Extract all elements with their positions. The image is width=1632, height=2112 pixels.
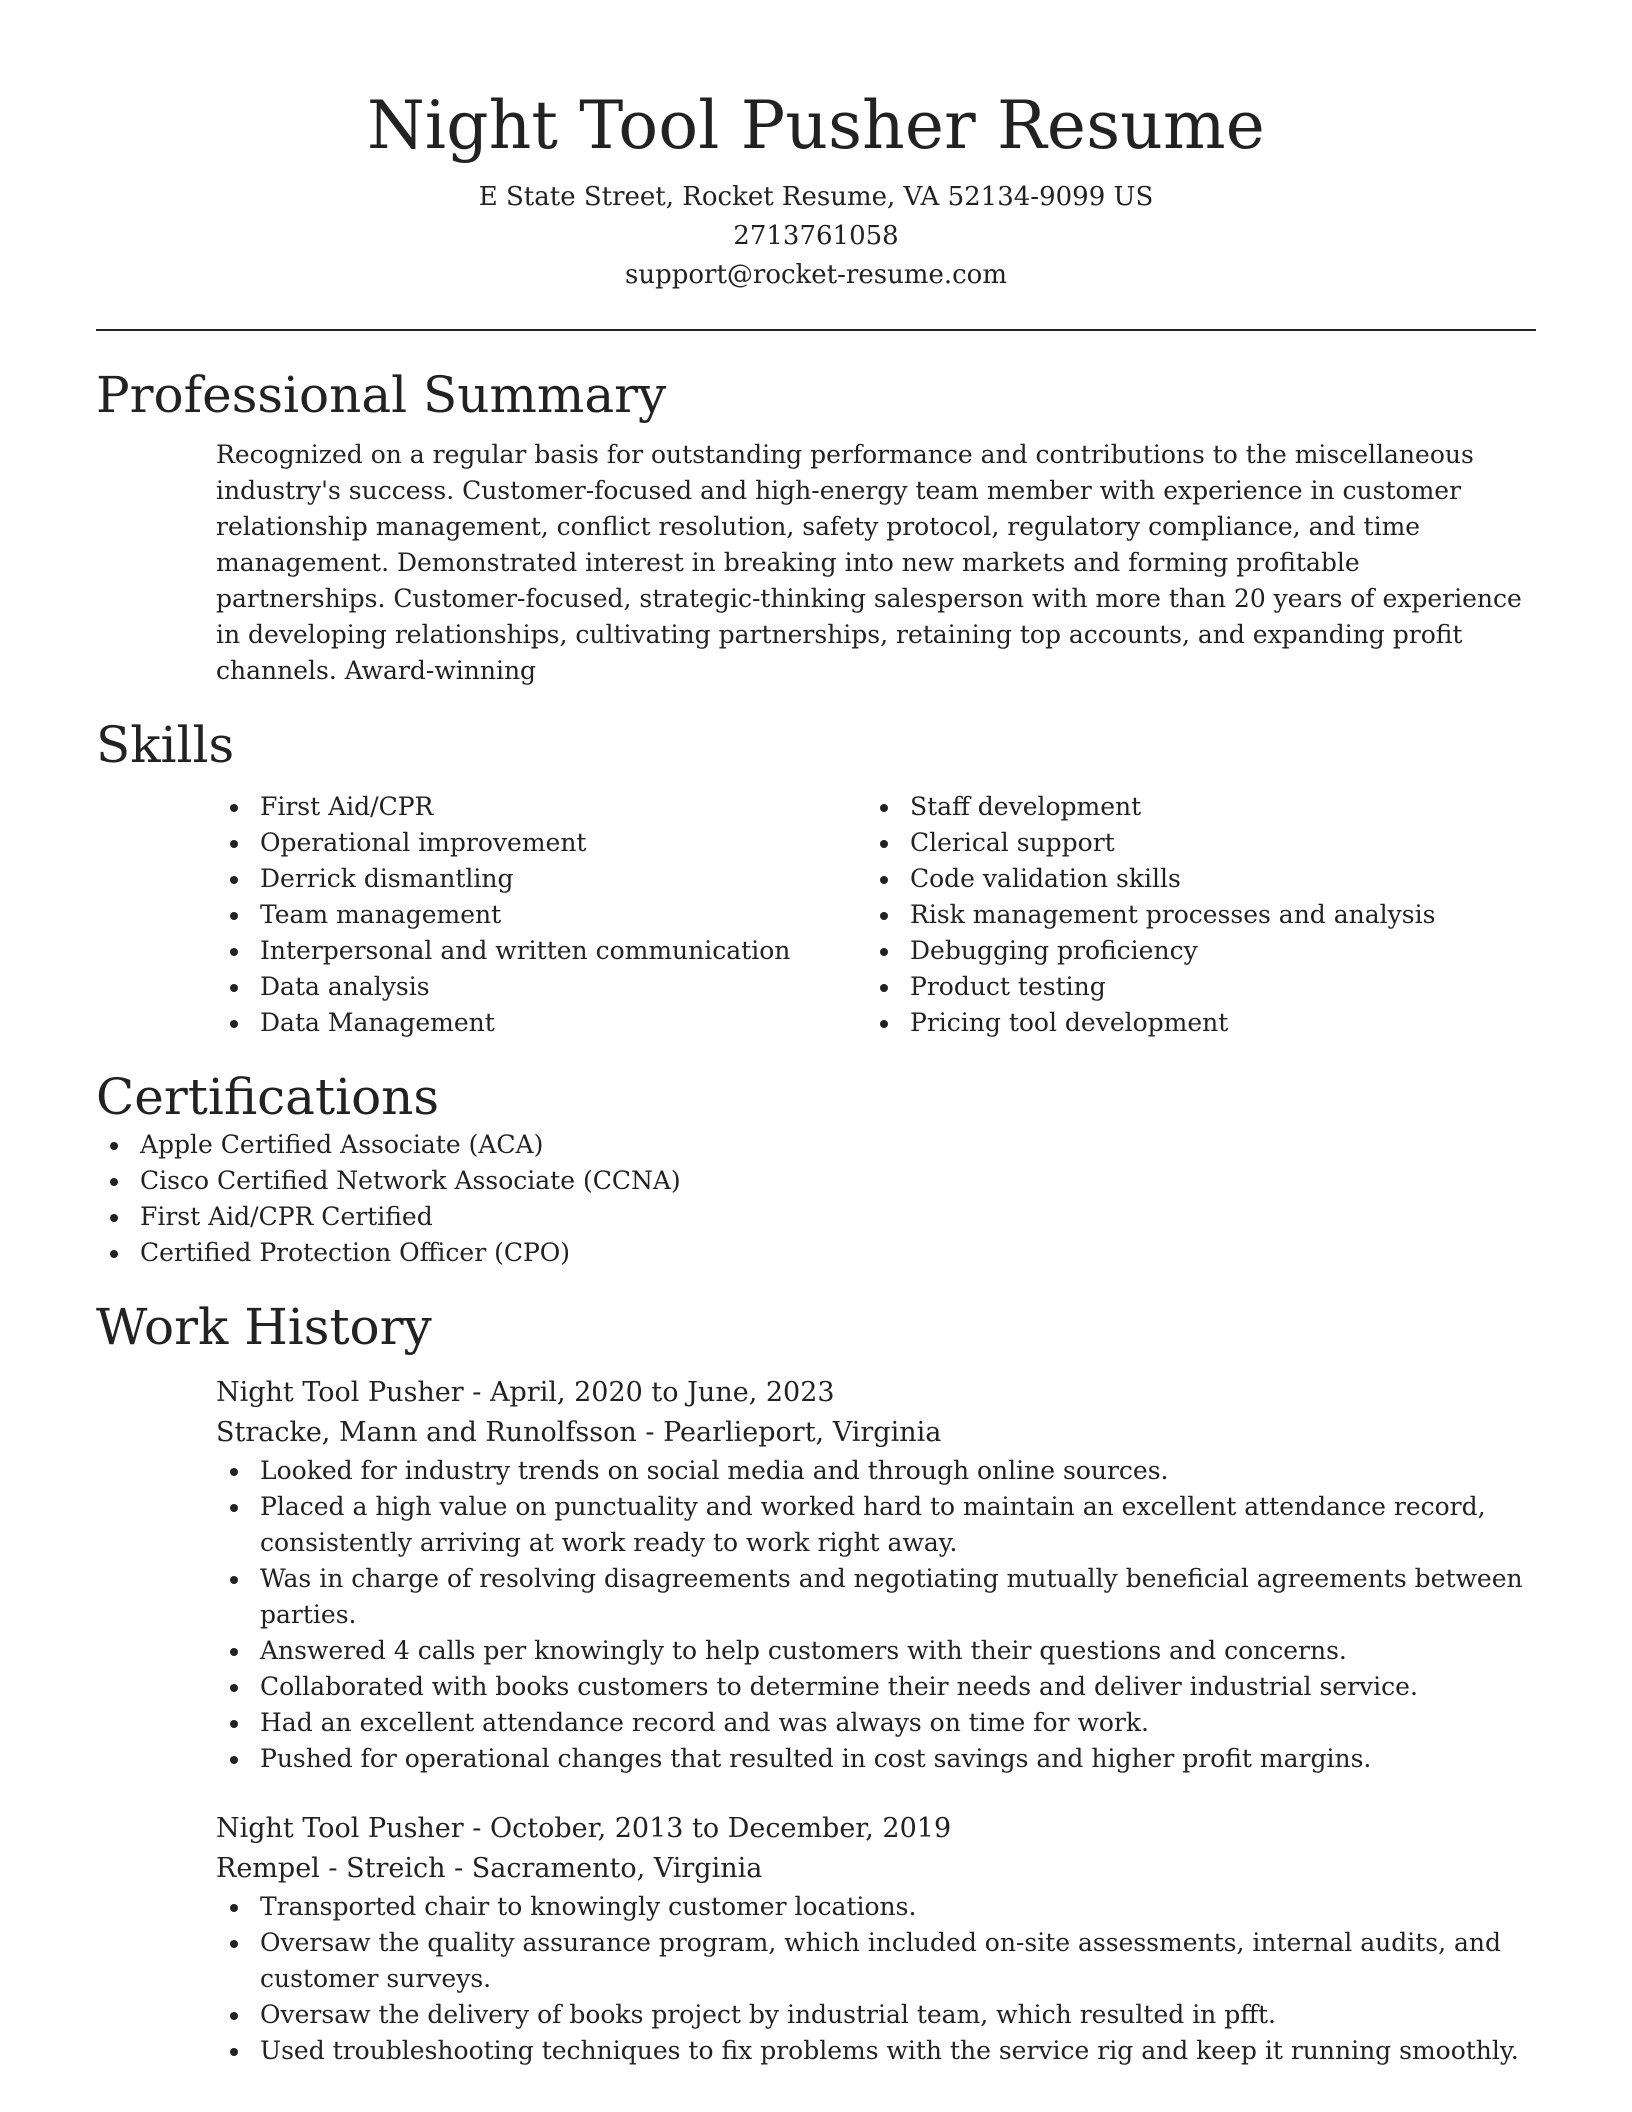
job-entry	[216, 1809, 1536, 2069]
job-bullet: Oversaw the quality assurance program, which included on-site assessments, internal audits, and customer surveys.	[216, 1925, 1536, 1997]
skills-column-right	[866, 789, 1516, 1041]
resume-page	[96, 0, 1536, 2069]
contact-email: support@rocket-resume.com	[624, 260, 1007, 290]
skill-item: Data Management	[216, 1005, 866, 1041]
certification-item: First Aid/CPR Certified	[96, 1199, 1536, 1235]
skill-item: Interpersonal and written communication	[216, 933, 866, 969]
job-dates: April, 2020 to June, 2023	[490, 1377, 835, 1408]
job-role-line: Night Tool Pusher - October, 2013 to December, 2019	[216, 1813, 952, 1844]
job-company-line: Rempel - Streich - Sacramento, Virginia	[216, 1853, 763, 1884]
job-role-line: Night Tool Pusher - April, 2020 to June, 2023	[216, 1377, 835, 1408]
job-location: Pearlieport, Virginia	[663, 1417, 942, 1448]
skill-item: Clerical support	[866, 825, 1516, 861]
job-bullet: Collaborated with books customers to determine their needs and deliver industrial service.	[216, 1669, 1536, 1705]
job-location: Sacramento, Virginia	[471, 1853, 763, 1884]
job-bullet: Transported chair to knowingly customer locations.	[216, 1889, 1536, 1925]
certifications-list	[96, 1127, 1536, 1271]
skill-item: Data analysis	[216, 969, 866, 1005]
skill-item: Pricing tool development	[866, 1005, 1516, 1041]
skill-item: Staff development	[866, 789, 1516, 825]
contact-address: E State Street, Rocket Resume, VA 52134-9099 US	[478, 182, 1154, 212]
certifications-section	[96, 1067, 1536, 1271]
job-bullet: Placed a high value on punctuality and worked hard to maintain an excellent attendance record, consistently arriving at work ready to work right away.	[216, 1489, 1536, 1561]
job-company: Stracke, Mann and Runolfsson	[216, 1417, 637, 1448]
skills-grid	[216, 789, 1536, 1041]
job-company-line: Stracke, Mann and Runolfsson - Pearlieport, Virginia	[216, 1417, 942, 1448]
job-bullet: Looked for industry trends on social media and through online sources.	[216, 1453, 1536, 1489]
skill-item: Debugging proficiency	[866, 933, 1516, 969]
skill-item: Operational improvement	[216, 825, 866, 861]
certification-item: Certified Protection Officer (CPO)	[96, 1235, 1536, 1271]
job-bullets	[216, 1453, 1536, 1777]
skill-item: Code validation skills	[866, 861, 1516, 897]
job-bullet: Answered 4 calls per knowingly to help customers with their questions and concerns.	[216, 1633, 1536, 1669]
skill-item: First Aid/CPR	[216, 789, 866, 825]
job-bullets	[216, 1889, 1536, 2069]
certifications-heading: Certifications	[96, 1068, 440, 1126]
resume-title: Night Tool Pusher Resume	[366, 87, 1266, 164]
summary-text: Recognized on a regular basis for outstanding performance and contributions to the miscellaneous industry's success. Customer-focused and high-energy team member with experience in customer relationship management, conflict resolution, safety protocol, regulatory compliance, and time management. Demonstrated interest in breaking into new markets and forming profitable partnerships. Customer-focused, strategic-thinking salesperson with more than 20 years of experience in developing relationships, cultivating partnerships, retaining top accounts, and expanding profit channels. Award-winning	[216, 440, 1522, 685]
job-bullet: Pushed for operational changes that resulted in cost savings and higher profit margins.	[216, 1741, 1536, 1777]
certification-item: Cisco Certified Network Associate (CCNA)	[96, 1163, 1536, 1199]
job-dates: October, 2013 to December, 2019	[490, 1813, 952, 1844]
summary-section	[96, 365, 1536, 689]
skill-item: Risk management processes and analysis	[866, 897, 1516, 933]
skills-heading: Skills	[96, 716, 235, 774]
skill-item: Product testing	[866, 969, 1516, 1005]
job-role: Night Tool Pusher	[216, 1377, 464, 1408]
skills-column-left	[216, 789, 866, 1041]
summary-heading: Professional Summary	[96, 366, 667, 424]
job-bullet: Oversaw the delivery of books project by industrial team, which resulted in pfft.	[216, 1997, 1536, 2033]
certification-item: Apple Certified Associate (ACA)	[96, 1127, 1536, 1163]
job-role: Night Tool Pusher	[216, 1813, 464, 1844]
job-bullet: Was in charge of resolving disagreements and negotiating mutually beneficial agreements between parties.	[216, 1561, 1536, 1633]
contact-block	[96, 178, 1536, 295]
work-history-section	[96, 1297, 1536, 2069]
job-bullet: Used troubleshooting techniques to fix problems with the service rig and keep it running smoothly.	[216, 2033, 1536, 2069]
job-company: Rempel - Streich	[216, 1853, 446, 1884]
skill-item: Team management	[216, 897, 866, 933]
contact-phone: 2713761058	[733, 221, 899, 251]
job-bullet: Had an excellent attendance record and was always on time for work.	[216, 1705, 1536, 1741]
header-divider	[96, 329, 1536, 331]
skills-section	[96, 715, 1536, 1041]
work-history-heading: Work History	[96, 1298, 432, 1356]
resume-header	[96, 0, 1536, 295]
skill-item: Derrick dismantling	[216, 861, 866, 897]
job-entry	[216, 1373, 1536, 1777]
